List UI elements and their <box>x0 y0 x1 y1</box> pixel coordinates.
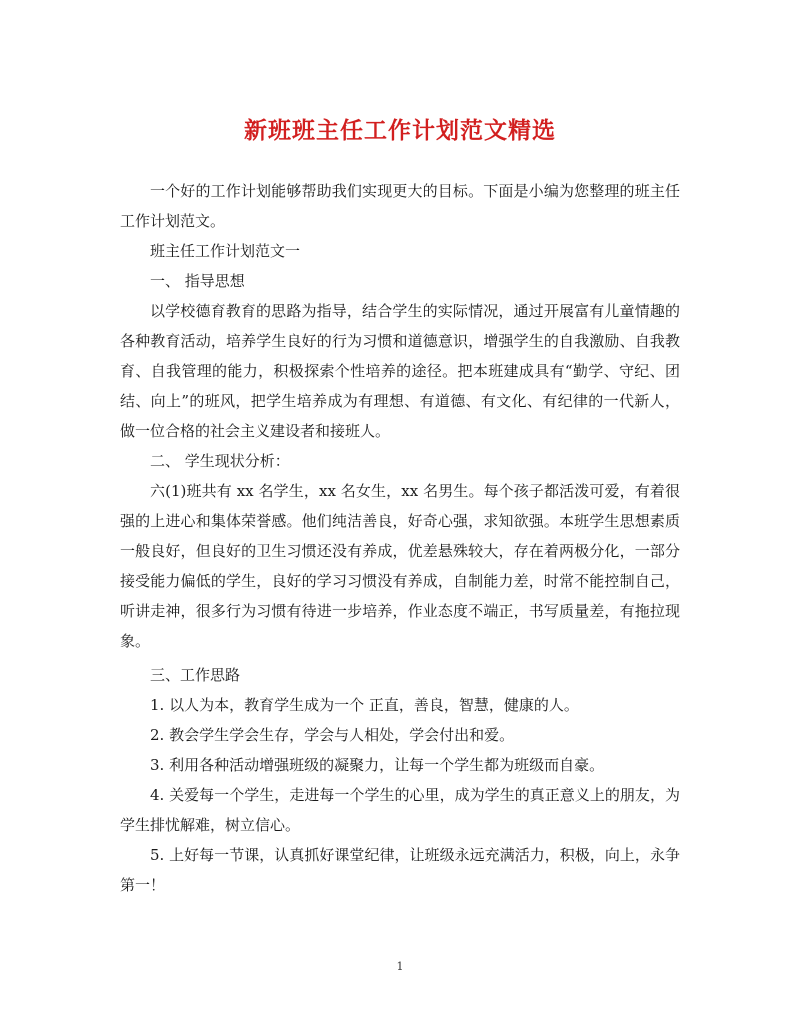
section-heading-student-analysis: 二、 学生现状分析： <box>150 452 290 470</box>
document-title: 新班班主任工作计划范文精选 <box>244 117 556 144</box>
work-approach-item-4: 4. 关爱每一个学生，走进每一个学生的心里，成为学生的真正意义上的朋友，为学生排忧解难，树立信心。 <box>120 786 680 834</box>
document-body <box>120 176 680 900</box>
page-number: 1 <box>396 960 404 973</box>
work-approach-item-1: 1. 以人为本，教育学生成为一个 正直，善良，智慧，健康的人。 <box>150 696 579 714</box>
work-approach-item-5: 5. 上好每一节课，认真抓好课堂纪律，让班级永远充满活力，积极，向上，永争第一！ <box>120 846 680 894</box>
intro-paragraph: 一个好的工作计划能够帮助我们实现更大的目标。下面是小编为您整理的班主任工作计划范文。 <box>120 182 680 230</box>
section-heading-work-approach: 三、工作思路 <box>150 666 241 684</box>
plan-subtitle: 班主任工作计划范文一 <box>150 242 301 260</box>
section-heading-guiding-thought: 一、 指导思想 <box>150 272 245 290</box>
section-body-guiding-thought: 以学校德育教育的思路为指导，结合学生的实际情况，通过开展富有儿童情趣的各种教育活动，培养学生良好的行为习惯和道德意识，增强学生的自我激励、自我教育、自我管理的能力，积极探索个性培养的途径。把本班建成具有“勤学、守纪、团结、向上”的班风，把学生培养成为有理想、有道德、有文化、有纪律的一代新人，做一位合格的社会主义建设者和接班人。 <box>120 302 680 440</box>
section-body-student-analysis: 六(1)班共有 xx 名学生，xx 名女生，xx 名男生。每个孩子都活泼可爱，有着很强的上进心和集体荣誉感。他们纯洁善良，好奇心强，求知欲强。本班学生思想素质一般良好，但良好的卫生习惯还没有养成，优差悬殊较大，存在着两极分化，一部分接受能力偏低的学生，良好的学习习惯没有养成，自制能力差，时常不能控制自己，听讲走神，很多行为习惯有待进一步培养，作业态度不端正，书写质量差，有拖拉现象。 <box>120 482 680 650</box>
work-approach-item-2: 2. 教会学生学会生存，学会与人相处，学会付出和爱。 <box>150 726 515 744</box>
work-approach-item-3: 3. 利用各种活动增强班级的凝聚力，让每一个学生都为班级而自豪。 <box>150 756 605 774</box>
